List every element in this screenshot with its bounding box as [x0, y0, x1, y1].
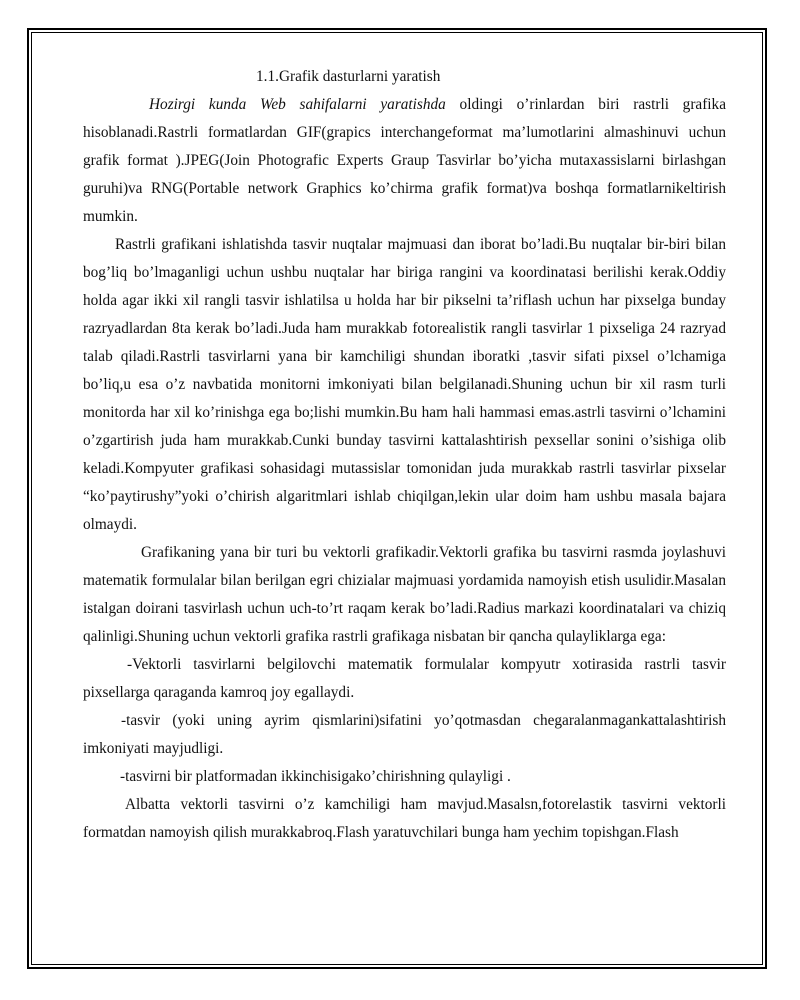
list-item-3: -tasvirni bir platformadan ikkinchisigako’chirishning qulayligi . [120, 768, 511, 785]
paragraph-3: Grafikaning yana bir turi bu vektorli grafikadir.Vektorli grafika bu tasvirni rasmda joylashuvi matematik formulalar bilan berilgan egri chizialar majmuasi yordamida namoyish etish usulidir.Masalan istalgan doirani tasvirlash uchun uch-to’rt raqam kerak bo’ladi.Radius markazi koordinatalari va chiziq qalinligi.Shuning uchun vektorli grafika rastrli grafikaga nisbatan bir qancha qulayliklarga ega: [83, 544, 726, 645]
section-title: 1.1.Grafik dasturlarni yaratish [256, 68, 441, 85]
paragraph-1-italic-lead: Hozirgi kunda Web sahifalarni yaratishda [149, 96, 446, 113]
paragraph-2: Rastrli grafikani ishlatishda tasvir nuqtalar majmuasi dan iborat bo’ladi.Bu nuqtalar bir-biri bilan bog’liq bo’lmaganligi uchun ushbu nuqtalar har biriga rangini va koordinatasi berilishi kerak.Oddiy holda agar ikki xil rangli tasvir ishlatilsa u holda har bir pikselni ta’riflash uchun har pixselga bunday razryadlardan 8ta kerak bo’ladi.Juda ham murakkab fotorealistik rangli tasvirlar 1 pixseliga 24 razryad talab qiladi.Rastrli tasvirlarni yana bir kamchiligi shundan iboratki ,tasvir sifati pixsel o’lchamiga bo’liq,u esa o’z navbatida monitorni imkoniyati bilan belgilanadi.Shuning uchun bir xil rasm turli monitorda har xil ko’rinishga ega bo;lishi mumkin.Bu ham hali hammasi emas.astrli tasvirni o’lchamini o’zgartirish juda ham murakkab.Cunki bunday tasvirni kattalashtirish pexsellar sonini o’sishiga olib keladi.Kompyuter grafikasi sohasidagi mutassislar tomonidan juda murakkab rastrli tasvirlar pixselar “ko’paytirushy”yoki o’chirish algaritmlari ishlab chiqilgan,lekin ular doim ham ushbu masala bajara olmaydi. [83, 236, 726, 533]
document-body [83, 63, 726, 847]
paragraph-1 [83, 91, 726, 231]
paragraph-4: Albatta vektorli tasvirni o’z kamchiligi ham mavjud.Masalsn,fotorelastik tasvirni vektorli formatdan namoyish qilish murakkabroq.Flash yaratuvchilari bunga ham yechim topishgan.Flash [83, 796, 726, 841]
list-item-1: -Vektorli tasvirlarni belgilovchi matematik formulalar kompyutr xotirasida rastrli tasvir pixsellarga qaraganda kamroq joy egallaydi. [83, 656, 726, 701]
paragraph-1-text: oldingi o’rinlardan biri rastrli grafika hisoblanadi.Rastrli formatlardan GIF(grapics interchangeformat ma’lumotlarini almashinuvi uchun grafik format ).JPEG(Join Photografic Experts Graup Tasvirlar bo’yicha mutaxassislarni birlashgan guruhi)va RNG(Portable network Graphics ko’chirma grafik format)va boshqa formatlarnikeltirish mumkin. [83, 96, 726, 225]
list-item-2: -tasvir (yoki uning ayrim qismlarini)sifatini yo’qotmasdan chegaralanmagankattalashtirish imkoniyati mayjudligi. [83, 712, 726, 757]
